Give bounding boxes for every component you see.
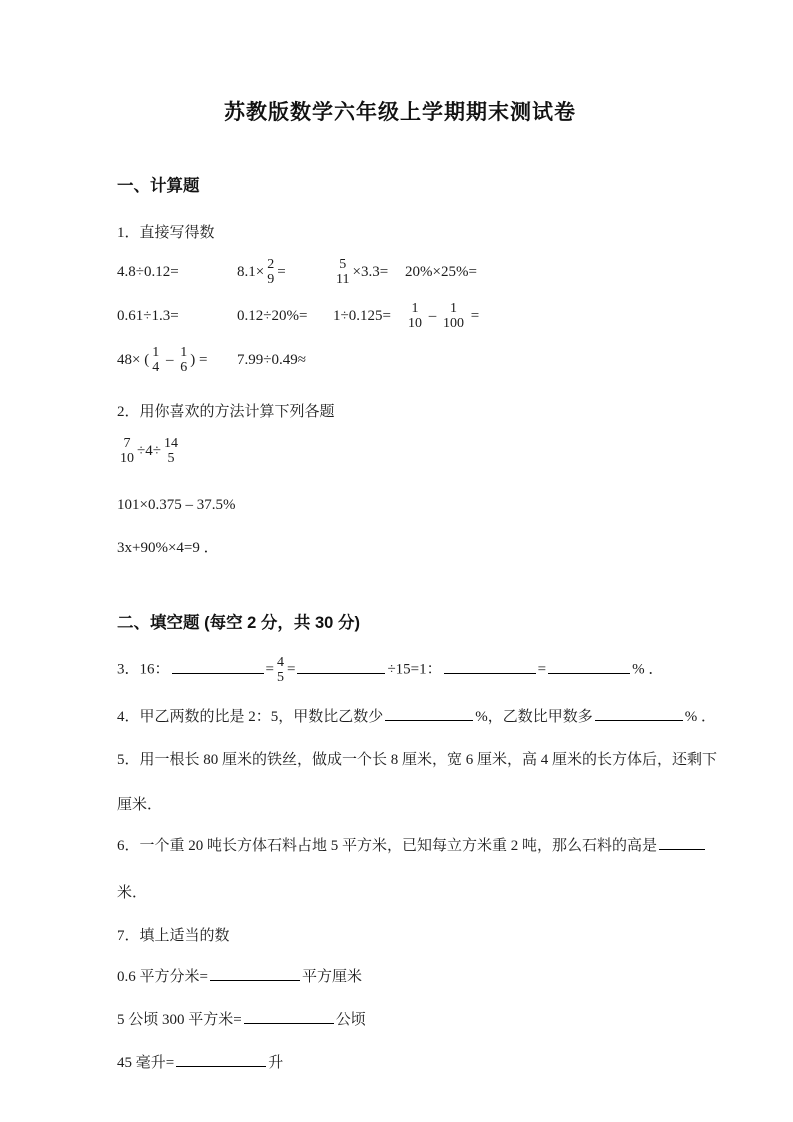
- answer-blank[interactable]: [385, 705, 473, 721]
- fraction: 14 5: [163, 435, 178, 466]
- text-run: 6．一个重 20 吨长方体石料占地 5 平方米，已知每立方米重 2 吨，那么石料的高是: [117, 838, 658, 855]
- text-run: 4.8÷0.12=: [117, 263, 179, 280]
- text-run: –: [425, 307, 440, 324]
- calc-cell: [333, 308, 405, 325]
- answer-blank[interactable]: [297, 658, 385, 674]
- question-7-unit-line-2: [117, 1008, 683, 1029]
- text-run: ÷15=1：: [387, 661, 442, 678]
- section-calculation-heading: 一、计算题: [117, 177, 200, 195]
- text-run: 7.99÷0.49≈: [237, 351, 306, 368]
- calc-cell: [117, 264, 237, 281]
- question-2-label: 2．用你喜欢的方法计算下列各题: [117, 404, 335, 420]
- text-run: 0.61÷1.3=: [117, 307, 179, 324]
- fraction: 1 4: [152, 344, 160, 375]
- text-run: 平方厘米: [301, 969, 362, 986]
- text-run: %，乙数比甲数多: [475, 709, 593, 726]
- answer-blank[interactable]: [176, 1051, 266, 1067]
- text-run: 0.6 平方分米=: [117, 969, 208, 986]
- question-7-unit-line-3: [117, 1051, 683, 1072]
- text-run: 4．甲乙两数的比是 2：5，甲数比乙数少: [117, 709, 384, 726]
- calc-row: [117, 250, 683, 294]
- fraction: 7 10: [120, 435, 134, 466]
- calc-cell: [405, 301, 683, 331]
- calc-cell: [117, 308, 237, 325]
- calc-cell: [405, 264, 683, 281]
- text-run: 8.1×: [237, 263, 265, 280]
- question-1-label: 1．直接写得数: [117, 225, 215, 241]
- calc-cell: [333, 257, 405, 287]
- text-run: =: [467, 307, 480, 324]
- answer-blank[interactable]: [659, 834, 705, 850]
- text-run: ÷4÷: [137, 442, 161, 459]
- calc-cell: [237, 257, 333, 287]
- text-run: ×3.3=: [352, 263, 389, 280]
- fraction: 1 100: [443, 300, 464, 331]
- question-7-label: 7．填上适当的数: [117, 928, 230, 945]
- question-2-expression-2: [117, 497, 683, 514]
- text-run: 20%×25%=: [405, 263, 477, 280]
- question-3-line: [117, 655, 683, 685]
- calc-cell: [117, 345, 237, 375]
- question-5-line-2: 厘米．: [117, 797, 163, 814]
- question-7-unit-line-1: [117, 965, 683, 986]
- fraction: 4 5: [276, 655, 284, 686]
- question-5-line-1: 5．用一根长 80 厘米的铁丝，做成一个长 8 厘米，宽 6 厘米，高 4 厘米的长方体后，还剩下: [117, 752, 718, 769]
- calc-row: [117, 294, 683, 338]
- text-run: 48× (: [117, 351, 150, 368]
- question-2-expression-3: [117, 536, 683, 557]
- question-1-calc-grid: [117, 250, 683, 382]
- question-2-expression-1: [117, 429, 683, 473]
- fraction: 5 11: [336, 256, 350, 287]
- answer-blank[interactable]: [210, 965, 300, 981]
- text-run: 45 毫升=: [117, 1055, 175, 1072]
- answer-blank[interactable]: [444, 658, 536, 674]
- answer-blank[interactable]: [244, 1008, 334, 1024]
- text-run: 101×0.375 – 37.5%: [117, 497, 236, 513]
- text-run: =: [537, 661, 547, 678]
- question-6-line-1: [117, 834, 683, 855]
- text-run: 5 公顷 300 平方米=: [117, 1012, 242, 1029]
- text-run: ) =: [190, 351, 208, 368]
- answer-blank[interactable]: [172, 658, 264, 674]
- page-title: 苏教版数学六年级上学期期末测试卷: [224, 101, 576, 124]
- question-4-line: [117, 705, 717, 726]
- text-run: 0.12÷20%=: [237, 307, 308, 324]
- question-6-line-2: 米．: [117, 885, 148, 902]
- text-run: –: [162, 351, 178, 368]
- calc-cell: [237, 308, 333, 325]
- text-run: =: [265, 661, 274, 678]
- section-fill-blank-heading: 二、填空题 (每空 2 分，共 30 分): [117, 614, 360, 632]
- text-run: 1÷0.125=: [333, 307, 391, 324]
- text-run: % ．: [632, 661, 664, 678]
- calc-cell: [237, 352, 333, 369]
- text-run: % ．: [684, 709, 717, 726]
- text-run: =: [277, 263, 286, 280]
- text-run: 升: [268, 1055, 284, 1072]
- answer-blank[interactable]: [548, 658, 630, 674]
- answer-blank[interactable]: [595, 705, 683, 721]
- fraction: 1 6: [180, 344, 188, 375]
- text-run: 3．16：: [117, 661, 170, 678]
- calc-row: [117, 338, 683, 382]
- fraction: 1 10: [408, 300, 422, 331]
- text-run: =: [286, 661, 296, 678]
- text-run: 3x+90%×4=9 ．: [117, 540, 219, 556]
- text-run: 公顷: [335, 1012, 366, 1029]
- fraction: 2 9: [267, 256, 275, 287]
